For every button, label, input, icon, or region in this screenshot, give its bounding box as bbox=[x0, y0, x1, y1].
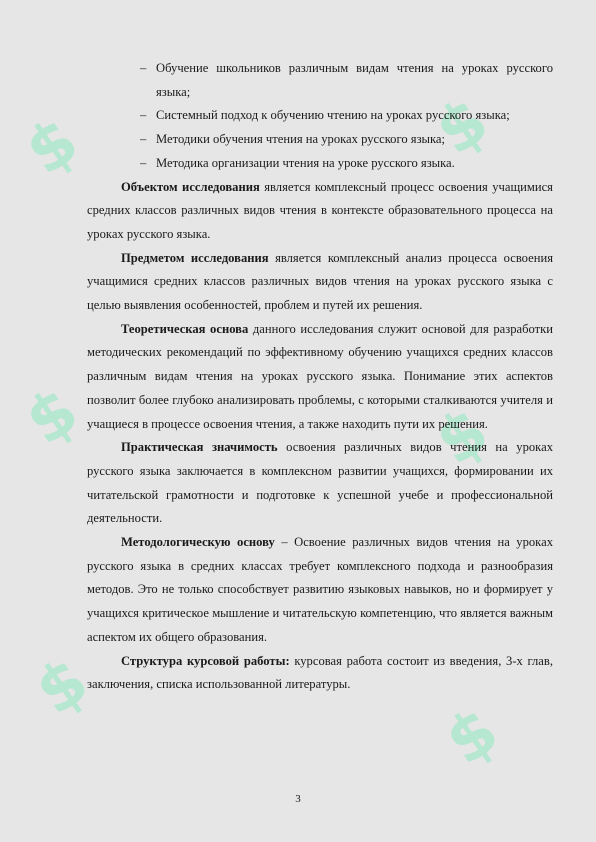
watermark-glyph: $ bbox=[422, 393, 502, 481]
list-marker: – bbox=[140, 155, 147, 170]
paragraph-practical: Практическая значимость освоения различных видов чтения на уроках русского языка заключается в комплексном развитии учащихся, формировании их читательской грамотности и подготовке к успешной учебе и профессиональной деятельности. bbox=[87, 440, 553, 526]
paragraph-theory: Теоретическая основа данного исследования служит основой для разработки методических рекомендаций по эффективному обучению учащихся средних классов различным видам чтения на уроках русского языка. Понимание этих аспектов позволит более глубоко анализировать проблемы, с которыми сталкиваются учителя и учащиеся в процессе освоения чтения, а также находить пути их решения. bbox=[87, 321, 553, 431]
paragraph-lead: Объектом исследования bbox=[121, 179, 260, 194]
list-marker: – bbox=[140, 132, 147, 147]
page-number: 3 bbox=[295, 793, 301, 805]
paragraph-lead: Методологическую основу bbox=[121, 535, 275, 550]
paragraph-object: Объектом исследования является комплексный процесс освоения учащимися средних классов различных видов чтения в контексте образовательного процесса на уроках русского языка. bbox=[87, 179, 553, 241]
paragraph-subject: Предметом исследования является комплексный анализ процесса освоения учащимися средних классов различных видов чтения на уроках русского языка с целью выявления особенностей, проблем и путей их решения. bbox=[87, 250, 553, 313]
paragraph-lead: Предметом исследования bbox=[121, 250, 269, 265]
watermark-glyph: $ bbox=[12, 103, 92, 191]
paragraph-structure: Структура курсовой работы: курсовая работа состоит из введения, 3-х глав, заключения, списка использованной литературы. bbox=[87, 653, 553, 692]
list-item: – Методики обучения чтения на уроках русского языка; bbox=[87, 128, 553, 152]
list-item: – Обучение школьников различным видам чтения на уроках русского языка; bbox=[87, 57, 553, 104]
watermark-glyph: $ bbox=[12, 373, 92, 461]
list-item: – Методика организации чтения на уроке русского языка. bbox=[87, 152, 553, 176]
page-body bbox=[87, 57, 553, 697]
watermark-glyph: $ bbox=[422, 83, 502, 171]
watermark-glyph: $ bbox=[432, 693, 512, 781]
paragraph-lead: Теоретическая основа bbox=[121, 321, 249, 336]
list-item: – Системный подход к обучению чтению на уроках русского языка; bbox=[87, 104, 553, 128]
list-marker: – bbox=[140, 108, 147, 123]
watermark-glyph: $ bbox=[22, 643, 102, 731]
paragraph-lead: Практическая значимость bbox=[121, 440, 278, 455]
list-marker: – bbox=[140, 61, 147, 75]
paragraph-methodology: Методологическую основу – Освоение различных видов чтения на уроках русского языка в средних классах требует комплексного подхода и разнообразия методов. Это не только способствует развитию языковых навыков, но и формирует у учащихся критическое мышление и читательскую компетенцию, что является важным аспектом их общего образования. bbox=[87, 535, 553, 644]
paragraph-lead: Структура курсовой работы: bbox=[121, 653, 290, 668]
